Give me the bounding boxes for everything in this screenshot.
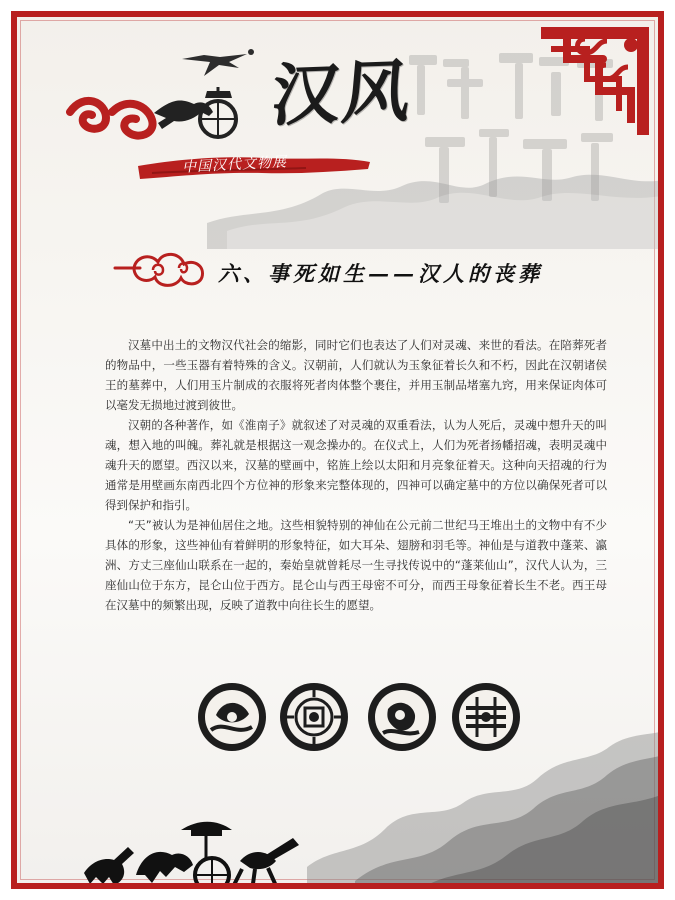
ink-mountain-icon: [307, 717, 664, 889]
title-area: [62, 42, 416, 202]
lattice-corner-icon: [533, 17, 658, 142]
carriage-silhouette-icon: [72, 805, 312, 889]
section-heading: [110, 244, 580, 292]
crane-icon: [162, 42, 262, 82]
paragraph: 汉墓中出土的文物汉代社会的缩影，同时它们也表达了人们对灵魂、来世的看法。在陪葬死者的物品中，一些玉器有着特殊的含义。汉朝前，人们就认为玉象征着长久和不朽，因此在汉朝诸侯王的墓葬中，人们用玉片制成的衣服将死者肉体整个裹住，并用玉制品堵塞九窍，用来保证肉体可以毫发无损地过渡到彼世。: [105, 338, 607, 412]
red-frame: [11, 11, 664, 889]
content-body: [105, 335, 607, 615]
section-title: 六、事死如生——汉人的丧葬: [218, 261, 543, 286]
chariot-horse-icon: [62, 84, 247, 154]
auspicious-cloud-icon: [110, 246, 212, 290]
bronze-mirror-icon: [198, 683, 266, 751]
poster-subtitle: 中国汉代文物展: [181, 154, 288, 176]
paragraph: 汉朝的各种著作，如《淮南子》就叙述了对灵魂的双重看法，认为人死后，灵魂中想升天的叫魂，想入地的叫魄。葬礼就是根据这一观念操办的。在仪式上，人们为死者扬幡招魂，表明灵魂中魂升天的愿望。西汉以来，汉墓的壁画中，铭旌上绘以太阳和月亮象征着天。这种向天招魂的行为通常是用壁画东南西北四个方位神的形象来完整体现的，四神可以确定墓中的方位以确保死者可以得到保护和指引。: [105, 418, 607, 512]
paragraph: “天”被认为是神仙居住之地。这些相貌特别的神仙在公元前二世纪马王堆出土的文物中有不少具体的形象，这些神仙有着鲜明的形象特征，如大耳朵、翅膀和羽毛等。神仙是与道教中蓬莱、瀛洲、方丈三座仙山联系在一起的，秦始皇就曾耗尽一生寻找传说中的“蓬莱仙山”，汉代人认为，三座仙山位于东方，昆仑山位于西方。昆仑山与西王母密不可分，而西王母象征着长生不老。西王母在汉墓中的频繁出现，反映了道教中向往长生的愿望。: [105, 518, 607, 612]
poster-title: 汉风: [268, 51, 416, 137]
